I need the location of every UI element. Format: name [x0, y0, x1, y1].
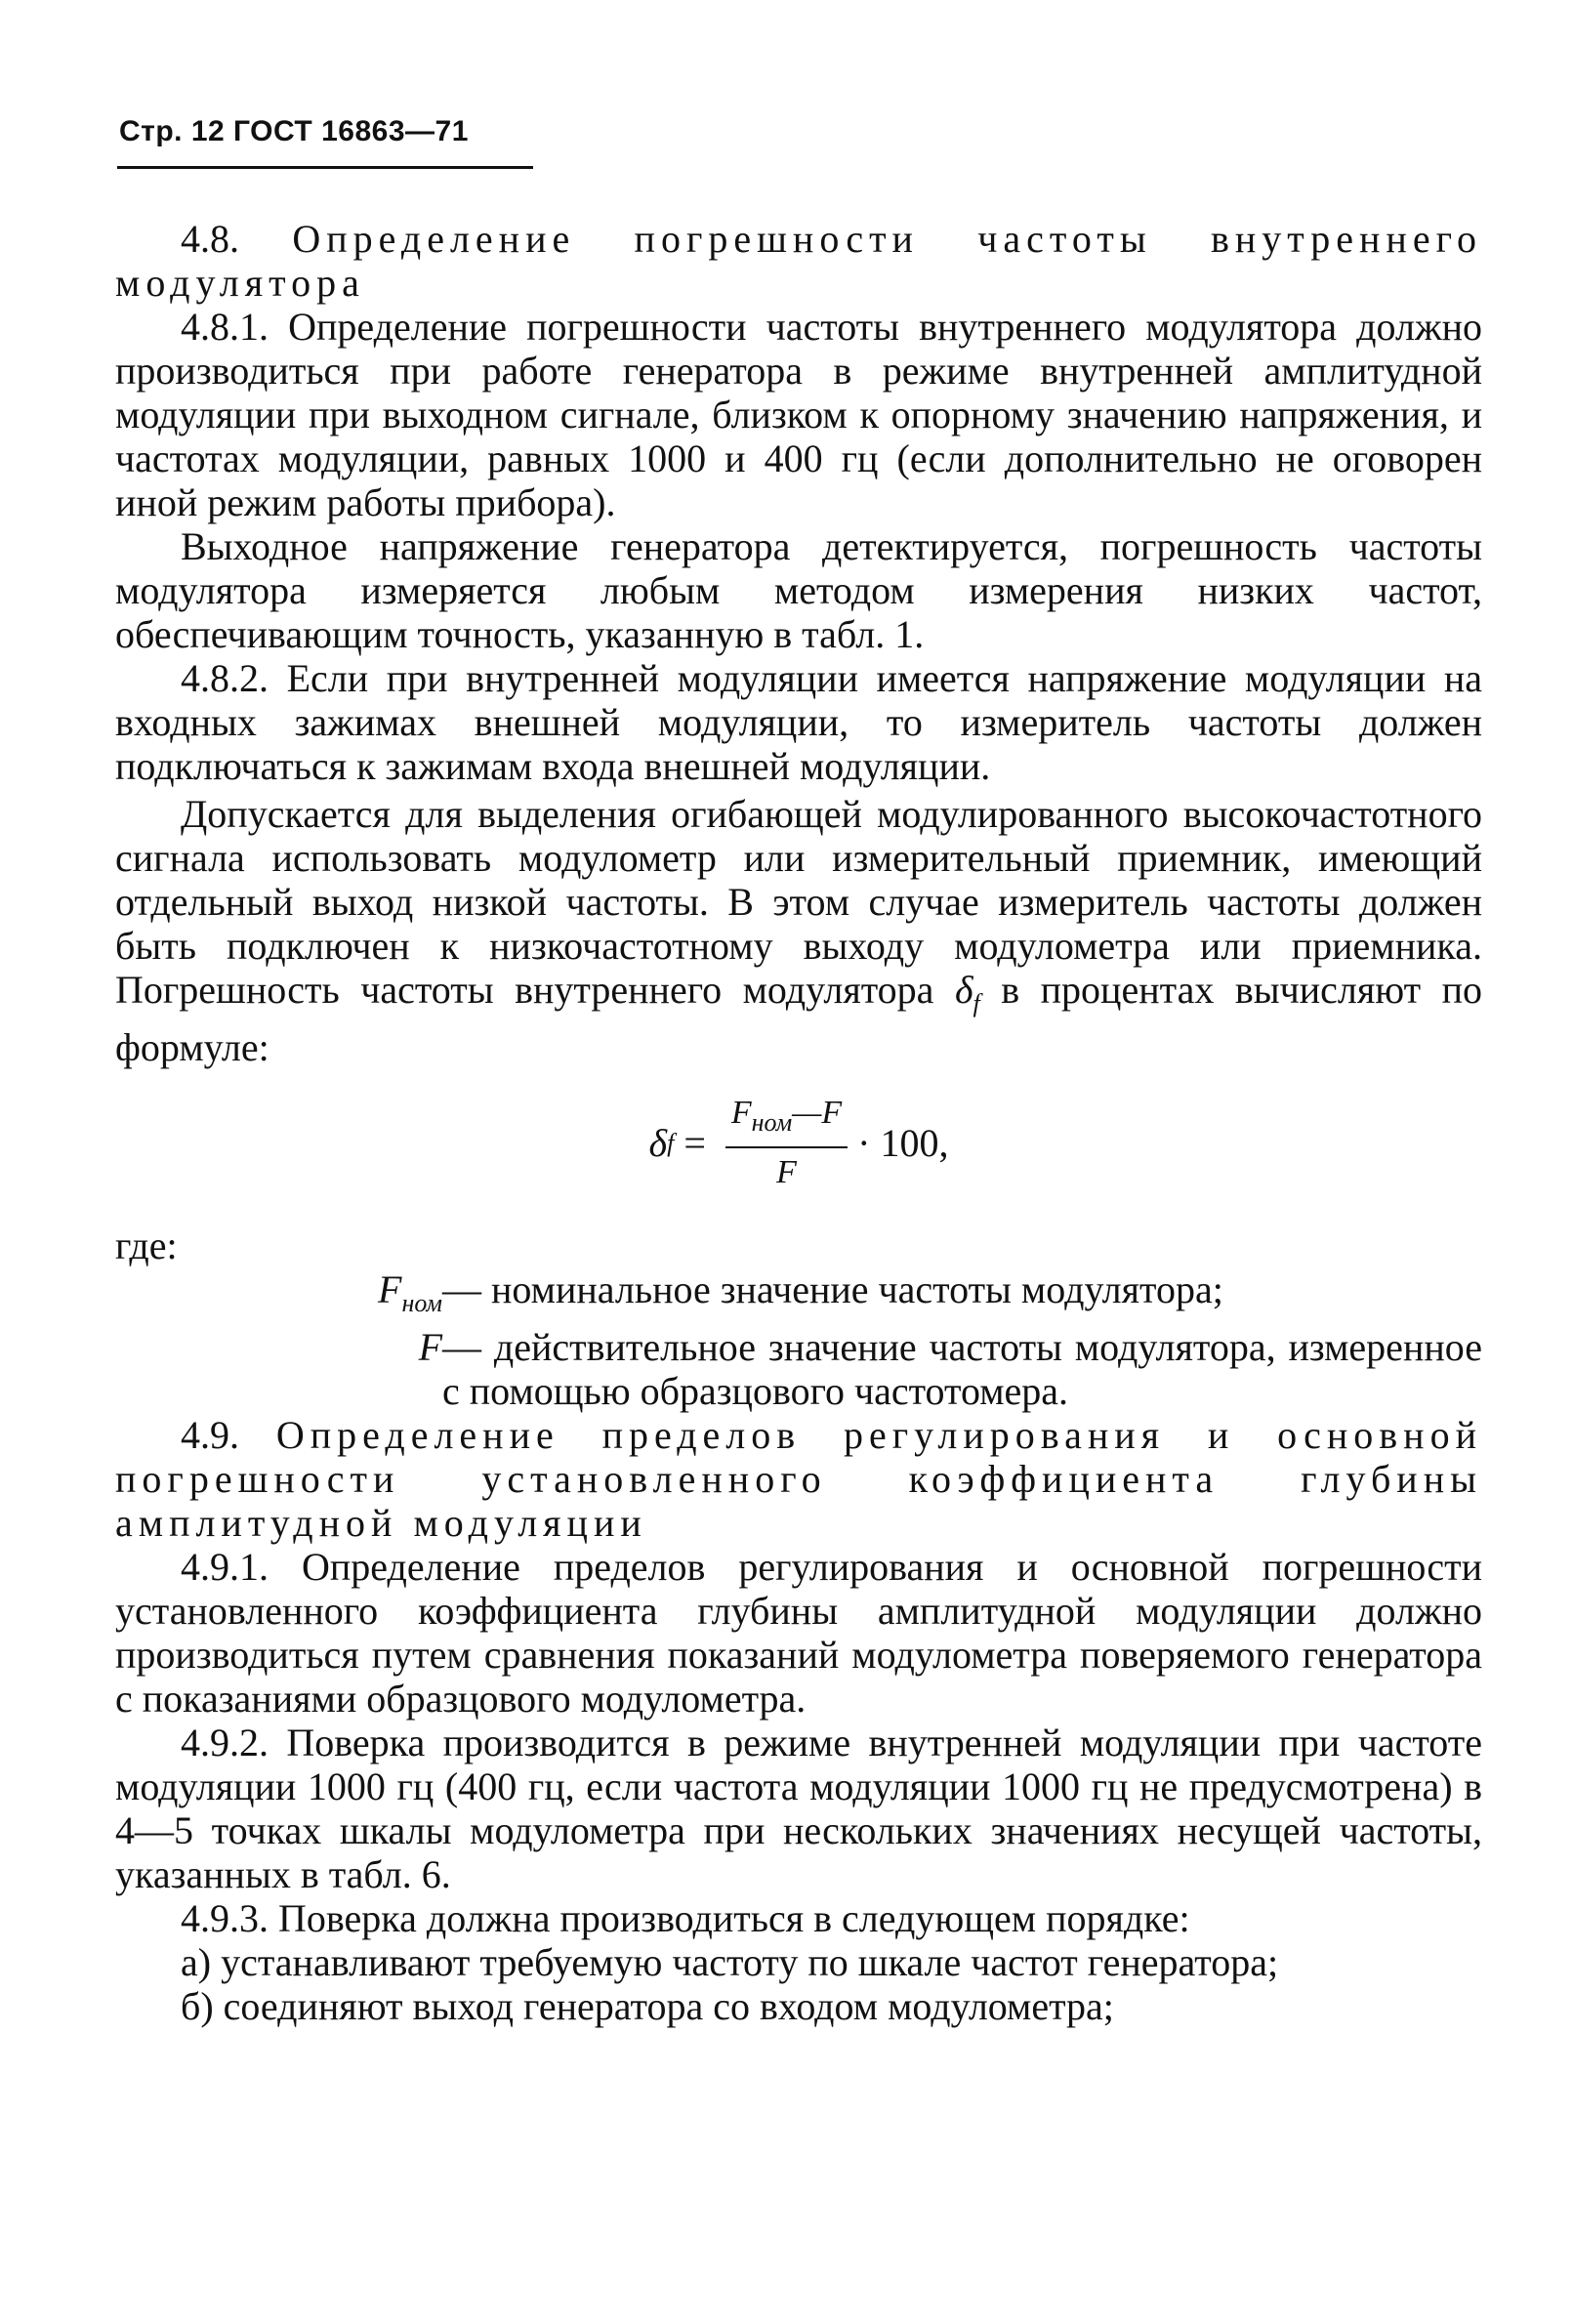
section-title: Определение погрешности частоты внутреннего модулятора	[115, 217, 1483, 305]
formula-lhs: δ	[648, 1120, 668, 1165]
paragraph-4-9-1: 4.9.1. Определение пределов регулирования и основной погрешности установленного коэффициента глубины амплитудной модуляции должно производиться путем сравнения показаний модулометра поверяемого генератора с показаниями образцового модулометра.	[115, 1545, 1482, 1721]
definition-text: — действительное значение частоты модулятора, измеренное с помощью образцового частотомера.	[442, 1325, 1482, 1413]
paragraph-text-end: в процентах вычисляют по формуле:	[115, 968, 1482, 1069]
paragraph-4-9-2: 4.9.2. Поверка производится в режиме внутренней модуляции при частоте модуляции 1000 гц (400 гц, если частота модуляции 1000 гц не предусмотрена) в 4—5 точках шкалы модулометра при нескольких значениях несущей частоты, указанных в табл. 6.	[115, 1721, 1482, 1896]
where-label: где:	[115, 1224, 178, 1267]
page-header: Стр. 12 ГОСТ 16863—71	[119, 115, 469, 147]
section-number: 4.8.	[181, 217, 239, 261]
formula-fraction	[725, 1091, 848, 1194]
paragraph-text: Допускается для выделения огибающей модулированного высокочастотного сигнала использовать модулометр или измерительный приемник, имеющий отдельный выход низкой частоты. В этом случае измеритель частоты должен быть подключен к низкочастотному выходу модулометра или приемника. Погрешность частоты внутреннего модулятора	[115, 792, 1482, 1012]
definition-text: — номинальное значение частоты модулятора;	[442, 1267, 1223, 1311]
list-item-b: б) соединяют выход генератора со входом модулометра;	[181, 1984, 1114, 2028]
delta-subscript: f	[973, 989, 980, 1017]
formula-denominator: F	[776, 1153, 797, 1190]
section-number: 4.9.	[181, 1413, 239, 1457]
paragraph-4-8-2: 4.8.2. Если при внутренней модуляции имеется напряжение модуляции на входных зажимах внешней модуляции, то измеритель частоты должен подключаться к зажимам входа внешней модуляции.	[115, 656, 1482, 788]
paragraph-4-8-1-b: Выходное напряжение генератора детектируется, погрешность частоты модулятора измеряется любым методом измерения низких частот, обеспечивающим точность, указанную в табл. 1.	[115, 524, 1482, 656]
numerator-subscript: ном	[751, 1107, 793, 1137]
section-4-9-heading	[115, 1413, 1482, 1545]
symbol-subscript: ном	[401, 1289, 442, 1317]
paragraph-4-9-3: 4.9.3. Поверка должна производиться в следующем порядке:	[181, 1896, 1190, 1940]
section-4-8-heading	[115, 217, 1482, 305]
definition-symbol	[115, 1267, 442, 1325]
symbol-letter: F	[418, 1325, 442, 1369]
numerator-symbol: F	[730, 1095, 752, 1132]
header-rule	[117, 166, 533, 169]
section-title: Определение пределов регулирования и основной погрешности установленного коэффициента глубины амплитудной модуляции	[115, 1413, 1482, 1545]
list-item-a: а) устанавливают требуемую частоту по шкале частот генератора;	[181, 1940, 1279, 1984]
definition-symbol	[115, 1325, 442, 1413]
delta-symbol: δ	[954, 968, 973, 1012]
formula	[115, 1069, 1482, 1216]
symbol-letter: F	[378, 1267, 402, 1311]
definition-f	[115, 1325, 1482, 1413]
formula-numerator	[725, 1091, 848, 1148]
formula-lhs-sub: f	[667, 1128, 675, 1157]
numerator-rest: —F	[792, 1095, 843, 1132]
page-body	[115, 217, 1482, 2028]
formula-tail: · 100,	[857, 1120, 949, 1165]
paragraph-4-8-1: 4.8.1. Определение погрешности частоты внутреннего модулятора должно производиться при работе генератора в режиме внутренней амплитудной модуляции при выходном сигнале, близком к опорному значению напряжения, и частотах модуляции, равных 1000 и 400 гц (если дополнительно не оговорен иной режим работы прибора).	[115, 305, 1482, 524]
paragraph-4-8-2-b	[115, 792, 1482, 1069]
definition-fnom	[115, 1267, 1482, 1325]
formula-eq: =	[674, 1120, 716, 1165]
